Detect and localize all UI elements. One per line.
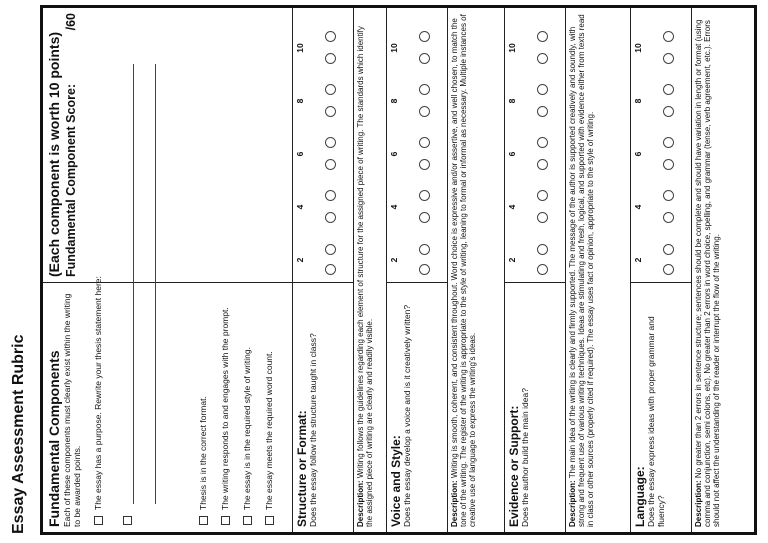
radio-option[interactable] xyxy=(325,212,336,223)
fundamental-item[interactable]: The essay is in the required style of writing. xyxy=(242,347,252,525)
radio-option[interactable] xyxy=(325,31,336,42)
category-description: Description: Writing follows the guidelines regarding each element of structure for the assigned piece of writing. The standards which identify the assigned piece of writing are clearly and readily visible. xyxy=(353,8,387,532)
category-header xyxy=(293,282,353,532)
radio-option[interactable] xyxy=(419,264,430,275)
category-title: Voice and Style: xyxy=(389,435,403,527)
score-total: /60 xyxy=(64,13,78,31)
radio-option[interactable] xyxy=(663,106,674,117)
radio-option[interactable] xyxy=(419,53,430,64)
radio-option[interactable] xyxy=(325,264,336,275)
radio-option[interactable] xyxy=(419,159,430,170)
checkbox-icon[interactable] xyxy=(265,516,274,525)
radio-option[interactable] xyxy=(663,137,674,148)
radio-option[interactable] xyxy=(419,31,430,42)
radio-option[interactable] xyxy=(325,53,336,64)
level-label: 10 xyxy=(295,43,305,53)
radio-option[interactable] xyxy=(537,31,548,42)
level-label: 8 xyxy=(507,98,517,104)
category-description: Description: No greater than 2 errors in sentence structure; sentences should be complete and should have variation in length or format (using comma and conjunction, semi colons, etc). No greater than 2 errors in word choice, spelling, and grammar (tense, verb agreement, etc.). Errors should not affect the understanding of the reader or interrupt the flow of the writing. xyxy=(691,8,755,532)
checkbox-icon[interactable] xyxy=(94,516,103,525)
fundamental-item[interactable]: The essay has a purpose. Rewrite your thesis statement here: xyxy=(93,276,103,525)
radio-option[interactable] xyxy=(663,244,674,255)
fundamental-note: Each of these components must clearly exist within the writing to be awarded points. xyxy=(62,293,82,527)
category-question: Does the author build the main idea? xyxy=(520,388,530,527)
radio-option[interactable] xyxy=(325,159,336,170)
radio-option[interactable] xyxy=(419,244,430,255)
level-label: 8 xyxy=(633,98,643,104)
fundamental-item[interactable]: The writing responds to and engages with the prompt. xyxy=(220,307,230,525)
level-label: 10 xyxy=(633,43,643,53)
thesis-line[interactable] xyxy=(133,64,134,504)
radio-option[interactable] xyxy=(325,190,336,201)
checkbox-icon[interactable] xyxy=(123,516,132,525)
radio-option[interactable] xyxy=(325,106,336,117)
radio-option[interactable] xyxy=(419,106,430,117)
category-score-row xyxy=(293,8,353,532)
fundamental-item[interactable] xyxy=(123,510,132,525)
radio-option[interactable] xyxy=(537,212,548,223)
fundamental-heading: Fundamental Components xyxy=(46,350,62,527)
category-description: Description: The main idea of the writing is clearly and firmly supported. The message of the author is supported creatively and soundly, with strong and frequent use of various writing techniques. Ideas are stimulating and fresh, logical, and supported with evidence either from texts read in class or other sources (properly cited if required). The essay uses fact or opinion, appropriate to the style of writing. xyxy=(565,8,631,532)
score-options xyxy=(505,8,565,282)
radio-option[interactable] xyxy=(537,84,548,95)
level-label: 6 xyxy=(295,151,305,157)
level-label: 4 xyxy=(633,204,643,210)
level-label: 2 xyxy=(633,257,643,263)
radio-option[interactable] xyxy=(537,106,548,117)
level-label: 4 xyxy=(389,204,399,210)
fundamental-item[interactable]: Thesis is in the correct format. xyxy=(198,396,208,525)
level-label: 2 xyxy=(507,257,517,263)
radio-option[interactable] xyxy=(663,190,674,201)
radio-option[interactable] xyxy=(537,53,548,64)
thesis-line[interactable] xyxy=(155,64,156,504)
category-description: Description: Writing is smooth, coherent, and consistent throughout. Word choice is expressive and/or assertive, and well chosen, to match the tone of the writing. The register of the writing is appropriate to the style of writing, leaning to formal or informal as necessary. Multiple instances of creative use of language to express the writing's ideas. xyxy=(447,8,505,532)
level-label: 10 xyxy=(507,43,517,53)
category-header xyxy=(631,282,691,532)
category-title: Evidence or Support: xyxy=(507,405,521,527)
radio-option[interactable] xyxy=(419,212,430,223)
category-evidence xyxy=(504,8,630,532)
category-language xyxy=(630,8,754,532)
radio-option[interactable] xyxy=(419,84,430,95)
radio-option[interactable] xyxy=(537,264,548,275)
checkbox-icon[interactable] xyxy=(221,516,230,525)
level-label: 2 xyxy=(295,257,305,263)
score-options xyxy=(631,8,691,282)
radio-option[interactable] xyxy=(663,159,674,170)
category-header xyxy=(387,282,447,532)
category-question: Does the essay express ideas with proper grammar and fluency? xyxy=(646,316,666,527)
radio-option[interactable] xyxy=(325,244,336,255)
category-header xyxy=(505,282,565,532)
radio-option[interactable] xyxy=(419,137,430,148)
category-score-row xyxy=(631,8,691,532)
radio-option[interactable] xyxy=(663,31,674,42)
radio-option[interactable] xyxy=(537,190,548,201)
radio-option[interactable] xyxy=(537,137,548,148)
category-score-row xyxy=(505,8,565,532)
fundamental-section xyxy=(43,8,292,532)
score-label: Fundamental Component Score: xyxy=(64,83,78,277)
radio-option[interactable] xyxy=(663,84,674,95)
category-voice xyxy=(386,8,504,532)
component-worth: (Each component is worth 10 points) xyxy=(46,31,62,277)
radio-option[interactable] xyxy=(663,53,674,64)
checkbox-icon[interactable] xyxy=(243,516,252,525)
level-label: 8 xyxy=(295,98,305,104)
category-title: Structure or Format: xyxy=(295,410,309,527)
fundamental-header xyxy=(43,282,292,532)
level-label: 8 xyxy=(389,98,399,104)
category-question: Does the essay follow the structure taught in class? xyxy=(308,333,318,527)
score-options xyxy=(293,8,353,282)
level-label: 2 xyxy=(389,257,399,263)
radio-option[interactable] xyxy=(325,137,336,148)
radio-option[interactable] xyxy=(419,190,430,201)
checkbox-icon[interactable] xyxy=(199,516,208,525)
category-structure xyxy=(292,8,386,532)
radio-option[interactable] xyxy=(325,84,336,95)
score-options xyxy=(387,8,447,282)
category-title: Language: xyxy=(633,466,647,527)
radio-option[interactable] xyxy=(537,159,548,170)
page-title: Essay Assessment Rubric xyxy=(10,334,27,534)
rubric-table xyxy=(40,5,757,535)
level-label: 10 xyxy=(389,43,399,53)
radio-option[interactable] xyxy=(663,212,674,223)
category-question: Does the essay develop a voice and is it creatively written? xyxy=(402,304,412,527)
level-label: 4 xyxy=(507,204,517,210)
level-label: 6 xyxy=(633,151,643,157)
fundamental-score-header xyxy=(43,8,292,282)
radio-option[interactable] xyxy=(537,244,548,255)
level-label: 6 xyxy=(389,151,399,157)
radio-option[interactable] xyxy=(663,264,674,275)
fundamental-item[interactable]: The essay meets the required word count. xyxy=(264,351,274,525)
level-label: 4 xyxy=(295,204,305,210)
category-score-row xyxy=(387,8,447,532)
level-label: 6 xyxy=(507,151,517,157)
